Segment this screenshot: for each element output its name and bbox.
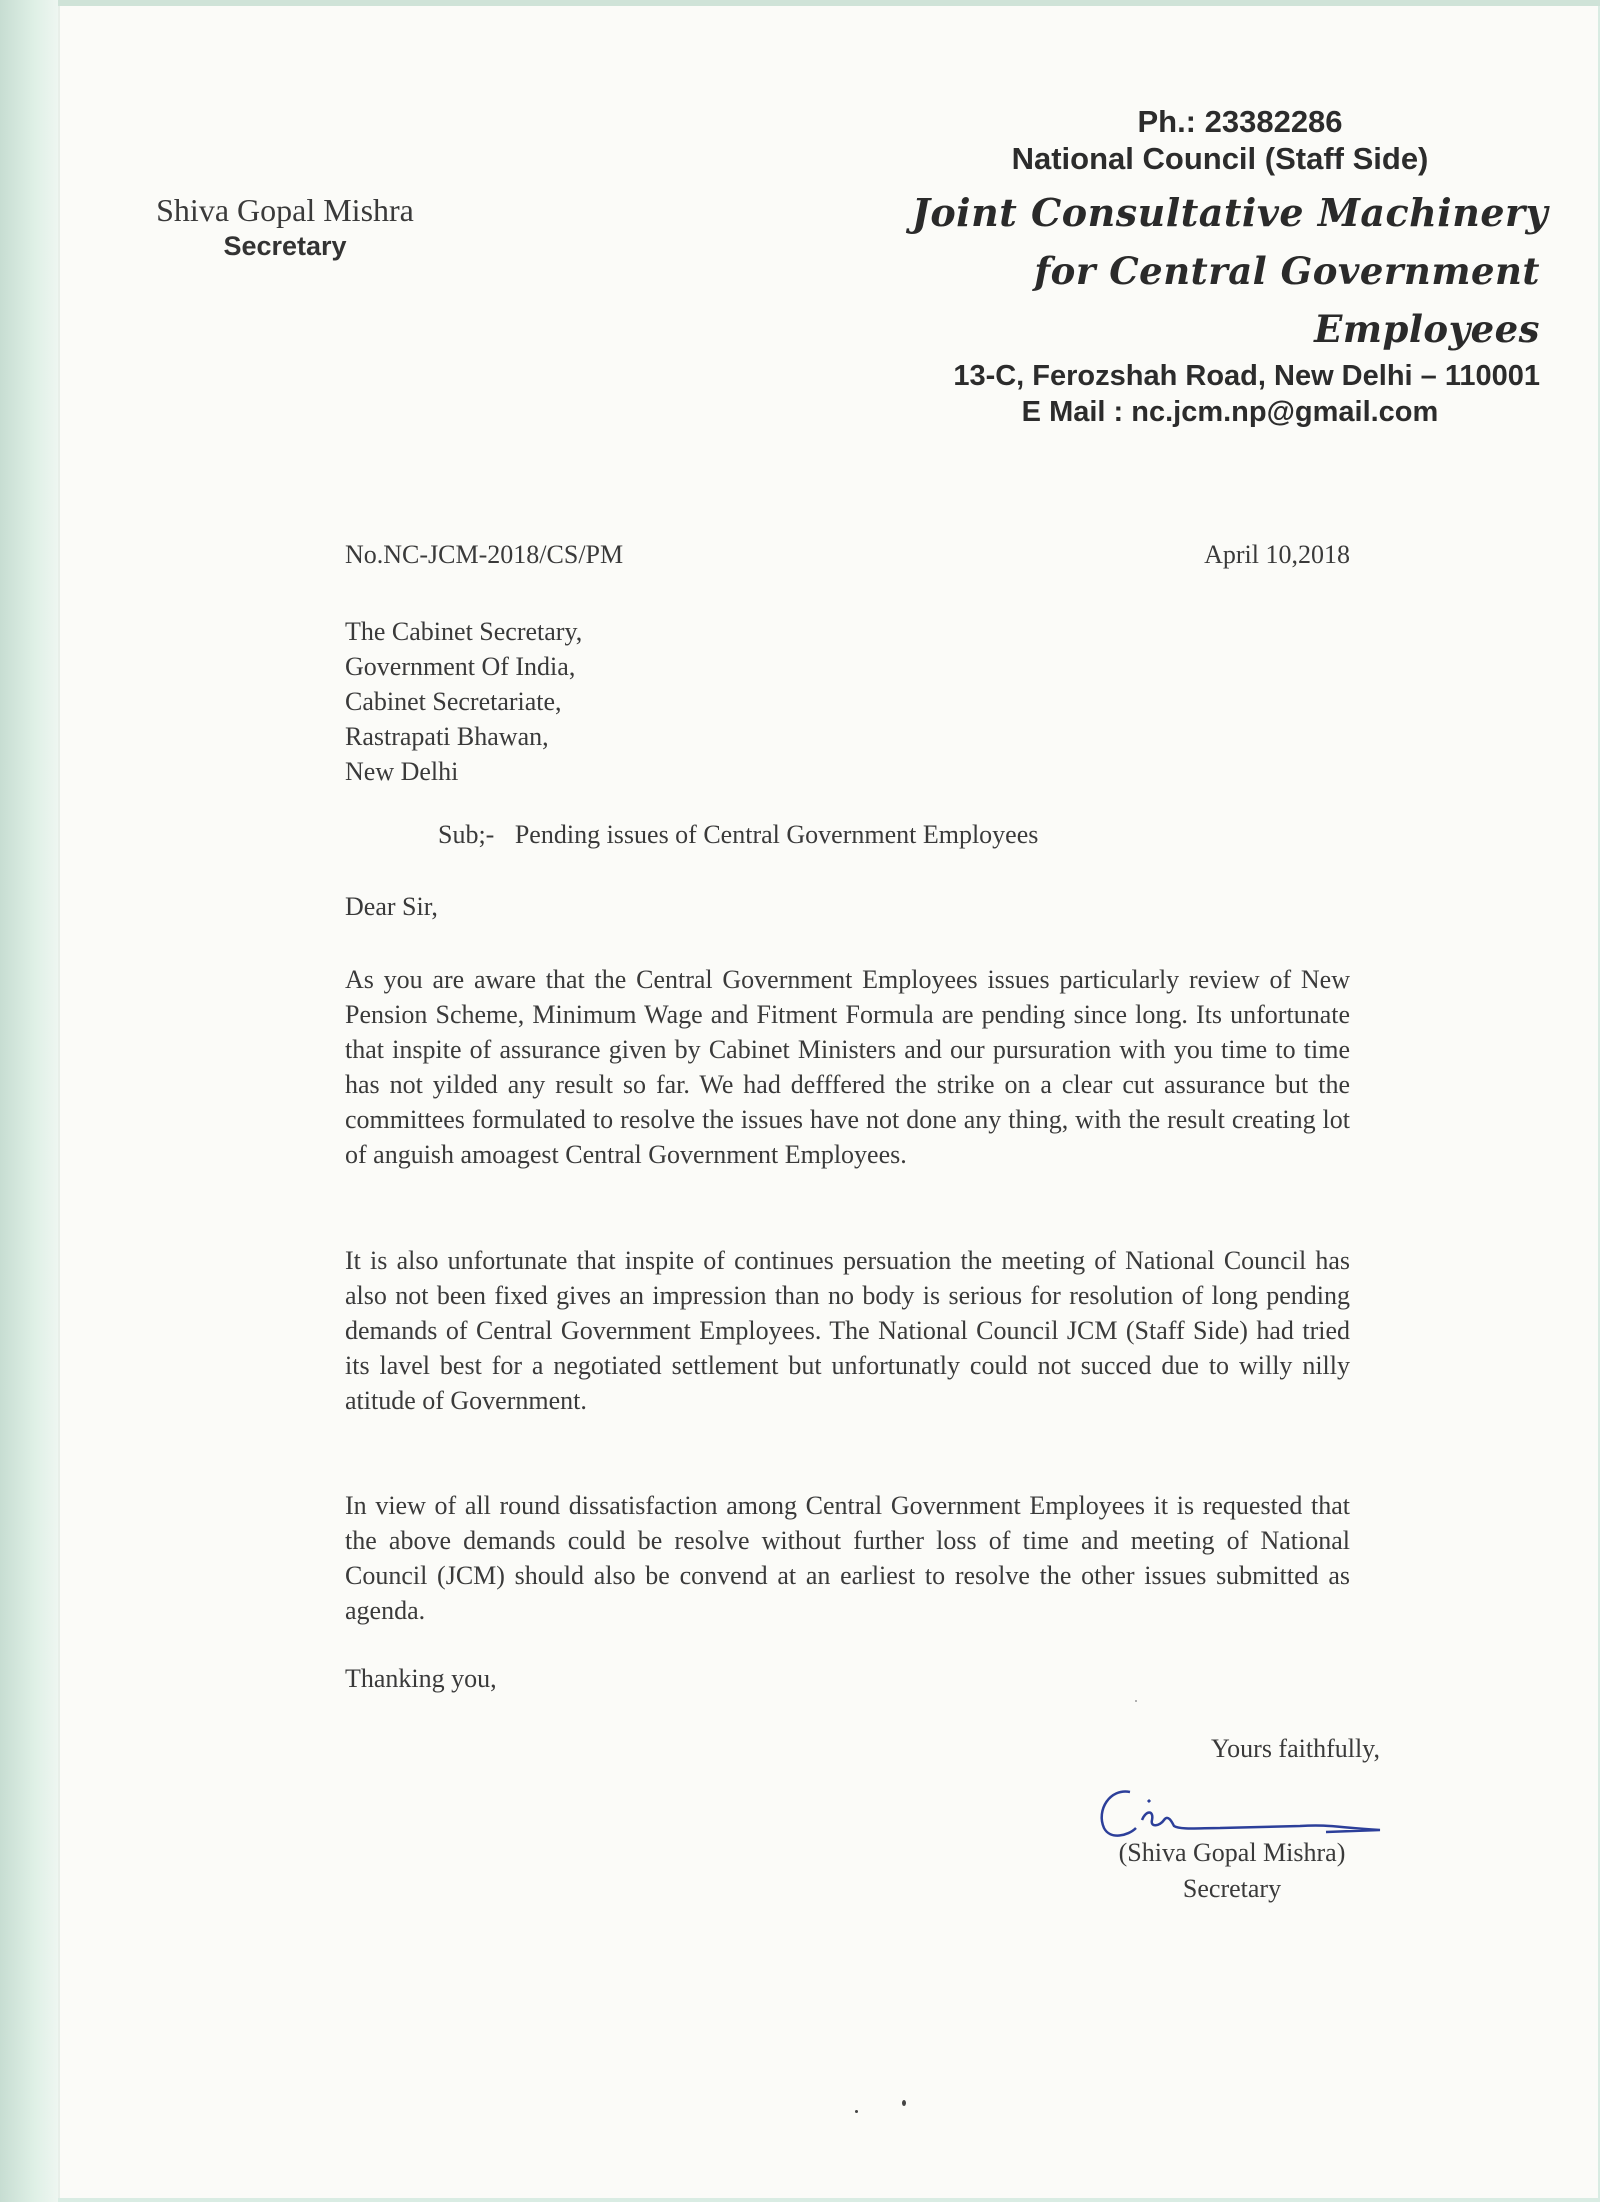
council-name: National Council (Staff Side): [1011, 141, 1429, 176]
recipient-line: Cabinet Secretariate,: [345, 687, 562, 716]
sender-block: [120, 192, 450, 262]
email-address: E Mail : nc.jcm.np@gmail.com: [1021, 396, 1439, 428]
scan-speck: [902, 2100, 906, 2106]
organization-letterhead: [880, 104, 1560, 430]
office-address: 13-C, Ferozshah Road, New Delhi – 110001: [953, 360, 1540, 392]
letterhead-script-line-1: Joint Consultative Machinery: [911, 190, 1549, 235]
closing-line: Yours faithfully,: [1210, 1734, 1380, 1763]
scan-left-edge: [0, 0, 58, 2202]
signatory-name: (Shiva Gopal Mishra): [1118, 1838, 1346, 1867]
reference-number: No.NC-JCM-2018/CS/PM: [345, 540, 624, 569]
body-paragraph-3: In view of all round dissatisfaction among Central Government Employees it is requested that the above demands could be resolve without further loss of time and meeting of National Council (JCM) should also be convend at an earliest to resolve the other issues submitted as agenda.: [345, 1491, 1350, 1625]
recipient-line: Government Of India,: [345, 652, 576, 681]
subject-label: Sub;-: [438, 820, 495, 849]
recipient-line: New Delhi: [345, 757, 459, 786]
body-paragraph-1: As you are aware that the Central Government Employees issues particularly review of New Pension Scheme, Minimum Wage and Fitment Formula are pending since long. Its unfortunate that inspite of assurance given by Cabinet Ministers and our pursuration with you time to time has not yilded any result so far. We had defffered the strike on a clear cut assurance but the committees formulated to resolve the issues have not done any thing, with the result creating lot of anguish amoagest Central Government Employees.: [345, 965, 1350, 1169]
scan-speck: [1135, 1700, 1137, 1702]
sender-title: Secretary: [223, 231, 347, 261]
body-paragraph-2: It is also unfortunate that inspite of continues persuation the meeting of National Council has also not been fixed gives an impression than no body is serious for resolution of long pending demands of Central Government Employees. The National Council JCM (Staff Side) had tried its lavel best for a negotiated settlement but unfortunatly could not succed due to willy nilly atitude of Government.: [345, 1246, 1350, 1415]
letter-date: April 10,2018: [1204, 540, 1350, 569]
subject-text: Pending issues of Central Government Employees: [514, 820, 1039, 849]
scan-speck: [855, 2110, 858, 2113]
thanks-line: Thanking you,: [345, 1664, 497, 1693]
letterhead-script-line-2: for Central Government Employees: [1034, 249, 1540, 351]
reference-row: [345, 540, 1350, 570]
recipient-line: Rastrapati Bhawan,: [345, 722, 549, 751]
phone-number: Ph.: 23382286: [1137, 104, 1343, 139]
recipient-line: The Cabinet Secretary,: [345, 617, 583, 646]
subject-line: [438, 820, 1038, 850]
signatory-title: Secretary: [1182, 1874, 1282, 1903]
recipient-address: [345, 614, 1350, 789]
sender-name: Shiva Gopal Mishra: [156, 192, 414, 228]
salutation: Dear Sir,: [345, 892, 438, 921]
